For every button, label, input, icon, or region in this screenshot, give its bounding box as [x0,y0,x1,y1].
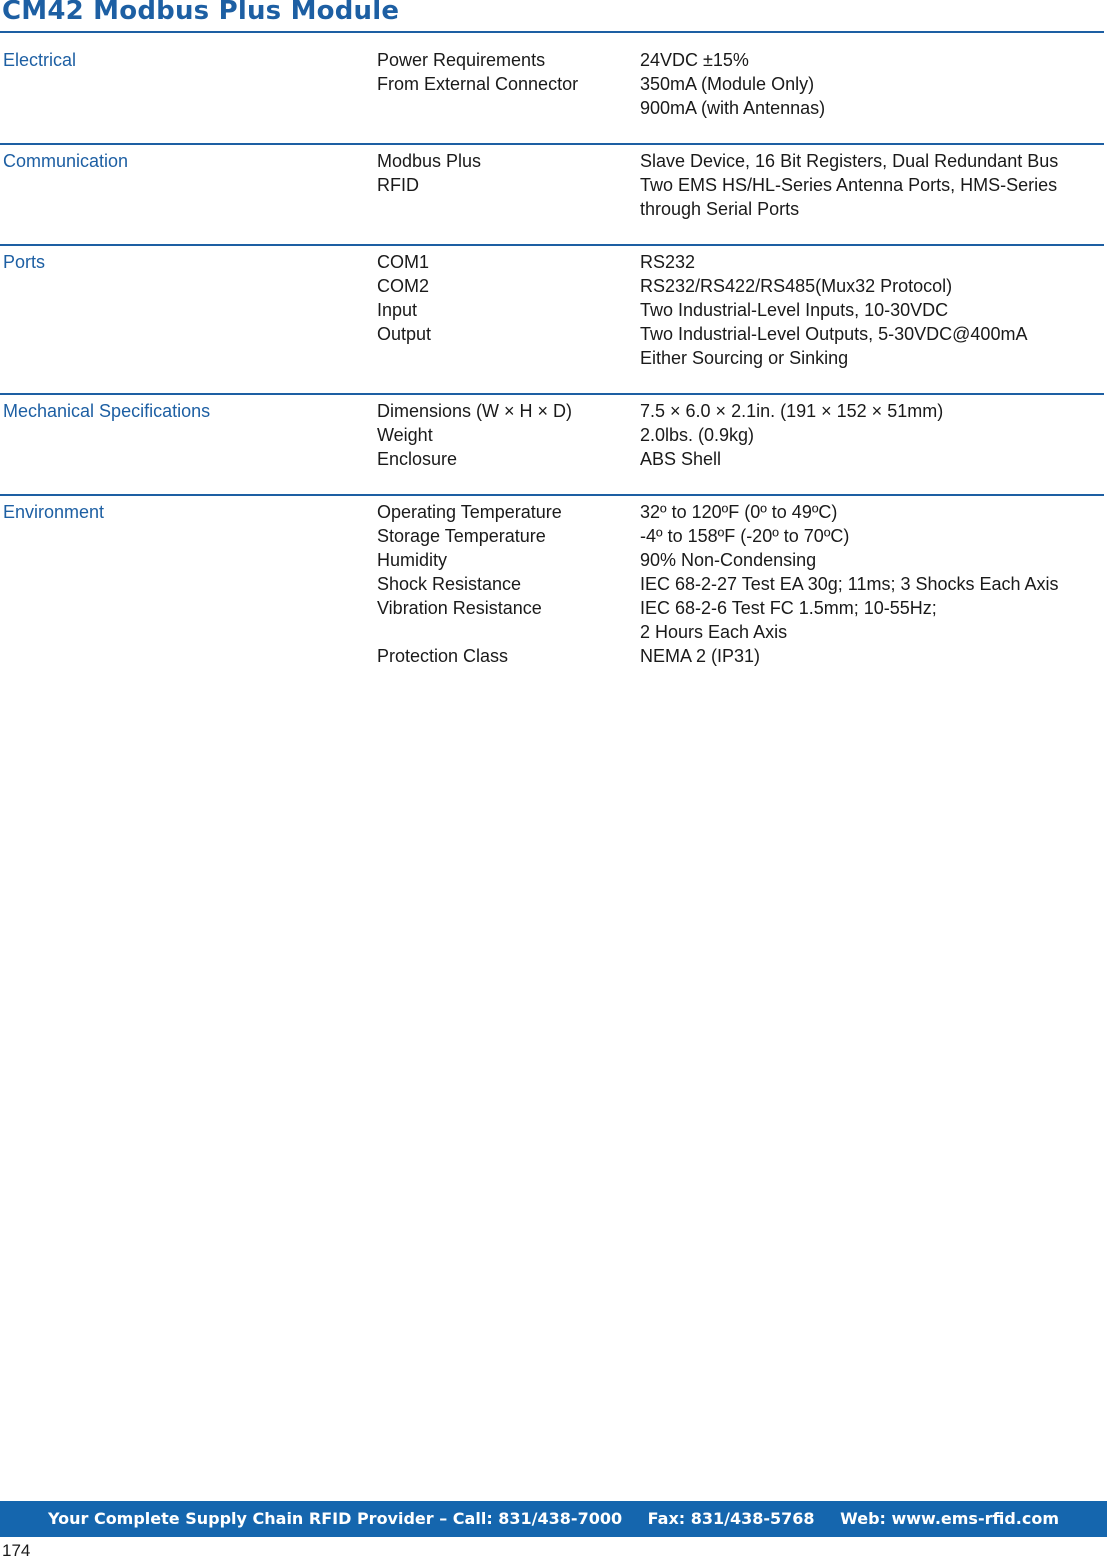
spec-value: IEC 68-2-6 Test FC 1.5mm; 10-55Hz; [640,598,937,618]
spec-value: 7.5 × 6.0 × 2.1in. (191 × 152 × 51mm) [640,401,944,421]
spec-key [377,620,562,644]
spec-value: Two Industrial-Level Outputs, 5-30VDC@400mA [640,324,1028,344]
spec-key: Protection Class [377,646,509,666]
spec-values [640,399,943,471]
spec-value: 2 Hours Each Axis [640,622,788,642]
spec-value: 90% Non-Condensing [640,550,817,570]
spec-key: Vibration Resistance [377,598,542,618]
spec-key: Shock Resistance [377,574,522,594]
footer-web-link[interactable]: Web: www.ems-rfid.com [840,1509,1060,1528]
spec-key: COM1 [377,252,430,272]
section-label: Electrical [3,50,77,70]
spec-value: Slave Device, 16 Bit Registers, Dual Redundant Bus [640,151,1059,171]
spec-values [640,250,1027,370]
section-label: Mechanical Specifications [3,401,211,421]
spec-key: Storage Temperature [377,526,546,546]
section-divider [0,393,1104,395]
footer-tagline: Your Complete Supply Chain RFID Provider – Call: 831/438-7000 [47,1509,623,1528]
spec-key: Modbus Plus [377,151,482,171]
spec-key: Dimensions (W × H × D) [377,401,573,421]
footer-banner [0,1501,1107,1537]
spec-value: 2.0lbs. (0.9kg) [640,425,755,445]
spec-value: Two EMS HS/HL-Series Antenna Ports, HMS-Series [640,175,1058,195]
title-divider [0,31,1104,33]
spec-values [640,149,1058,221]
spec-value: through Serial Ports [640,199,800,219]
section-label: Ports [3,252,46,272]
spec-value: 350mA (Module Only) [640,74,815,94]
spec-value: Either Sourcing or Sinking [640,348,849,368]
spec-values [640,48,825,120]
section-divider [0,244,1104,246]
spec-key: Operating Temperature [377,502,562,522]
spec-key: RFID [377,175,419,195]
section-divider [0,494,1104,496]
spec-key: Input [377,300,418,320]
spec-key: From External Connector [377,74,579,94]
section-label: Environment [3,502,105,522]
spec-value: 32º to 120ºF (0º to 49ºC) [640,502,838,522]
spec-keys [377,399,572,471]
spec-value: 24VDC ±15% [640,50,749,70]
spec-value: RS232 [640,252,696,272]
spec-keys [377,48,578,96]
spec-key: Weight [377,425,433,445]
spec-key: COM2 [377,276,430,296]
spec-value: IEC 68-2-27 Test EA 30g; 11ms; 3 Shocks Each Axis [640,574,1059,594]
spec-value: RS232/RS422/RS485(Mux32 Protocol) [640,276,953,296]
section-divider [0,143,1104,145]
spec-value: -4º to 158ºF (-20º to 70ºC) [640,526,850,546]
spec-value: Two Industrial-Level Inputs, 10-30VDC [640,300,949,320]
footer-fax: Fax: 831/438-5768 [647,1509,815,1528]
spec-value: NEMA 2 (IP31) [640,646,761,666]
spec-keys [377,500,562,668]
spec-value: 900mA (with Antennas) [640,98,826,118]
page-title: CM42 Modbus Plus Module [2,0,400,26]
spec-value: ABS Shell [640,449,722,469]
spec-key: Enclosure [377,449,458,469]
spec-key: Output [377,324,432,344]
spec-keys [377,250,431,346]
section-label: Communication [3,151,129,171]
spec-key: Humidity [377,550,448,570]
page-number: 174 [2,1541,31,1560]
spec-key: Power Requirements [377,50,546,70]
spec-values [640,500,1059,668]
spec-keys [377,149,481,197]
